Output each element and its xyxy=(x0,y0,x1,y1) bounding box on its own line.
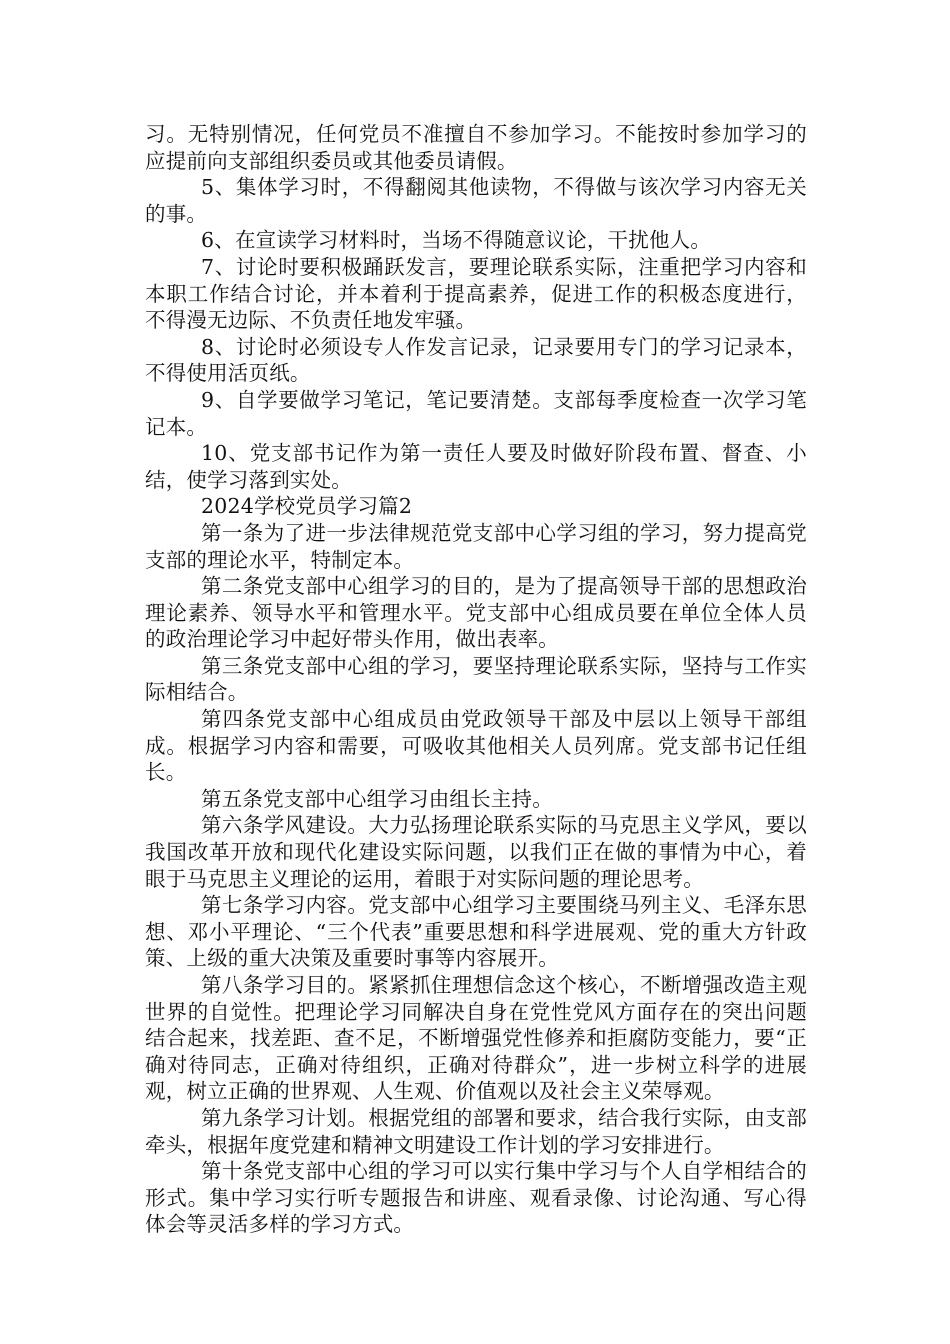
paragraph-rule-8: 8、讨论时必须设专人作发言记录，记录要用专门的学习记录本，不得使用活页纸。 xyxy=(145,334,807,386)
paragraph-article-7: 第七条学习内容。党支部中心组学习主要围绕马列主义、毛泽东思想、邓小平理论、“三个代表”重要思想和科学进展观、党的重大方针政策、上级的重大决策及重要时事等内容展开。 xyxy=(145,893,807,971)
paragraph-article-1: 第一条为了进一步法律规范党支部中心学习组的学习，努力提高党支部的理论水平，特制定本。 xyxy=(145,520,807,572)
paragraph-continued: 习。无特别情况，任何党员不准擅自不参加学习。不能按时参加学习的应提前向支部组织委员或其他委员请假。 xyxy=(145,122,807,173)
paragraph-rule-5: 5、集体学习时，不得翻阅其他读物，不得做与该次学习内容无关的事。 xyxy=(145,175,807,226)
paragraph-article-3: 第三条党支部中心组的学习，要坚持理论联系实际，坚持与工作实际相结合。 xyxy=(145,653,807,705)
paragraph-article-8: 第八条学习目的。紧紧抓住理想信念这个核心，不断增强改造主观世界的自觉性。把理论学习同解决自身在党性党风方面存在的突出问题结合起来，找差距、查不足，不断增强党性修养和拒腐防变能力，要“正确对待同志，正确对待组织，正确对待群众”，进一步树立科学的进展观，树立正确的世界观、人生观、价值观以及社会主义荣辱观。 xyxy=(145,973,807,1104)
paragraph-article-10: 第十条党支部中心组的学习可以实行集中学习与个人自学相结合的形式。集中学习实行听专题报告和讲座、观看录像、讨论沟通、写心得体会等灵活多样的学习方式。 xyxy=(145,1159,807,1237)
paragraph-article-9: 第九条学习计划。根据党组的部署和要求，结合我行实际，由支部牵头，根据年度党建和精神文明建设工作计划的学习安排进行。 xyxy=(145,1105,807,1157)
paragraph-article-6: 第六条学风建设。大力弘扬理论联系实际的马克思主义学风，要以我国改革开放和现代化建设实际问题，以我们正在做的事情为中心，着眼于马克思主义理论的运用，着眼于对实际问题的理论思考。 xyxy=(145,813,807,891)
section-heading: 2024学校党员学习篇2 xyxy=(201,494,413,519)
document-body xyxy=(145,121,807,1238)
paragraph-rule-6: 6、在宣读学习材料时，当场不得随意议论，干扰他人。 xyxy=(201,228,712,253)
paragraph-article-5: 第五条党支部中心组学习由组长主持。 xyxy=(201,786,553,811)
paragraph-rule-10: 10、党支部书记作为第一责任人要及时做好阶段布置、督查、小结，使学习落到实处。 xyxy=(145,441,807,492)
paragraph-article-4: 第四条党支部中心组成员由党政领导干部及中层以上领导干部组成。根据学习内容和需要，可吸收其他相关人员列席。党支部书记任组长。 xyxy=(145,707,807,785)
paragraph-article-2: 第二条党支部中心组学习的目的，是为了提高领导干部的思想政治理论素养、领导水平和管理水平。党支部中心组成员要在单位全体人员的政治理论学习中起好带头作用，做出表率。 xyxy=(145,574,807,652)
paragraph-rule-7: 7、讨论时要积极踊跃发言，要理论联系实际，注重把学习内容和本职工作结合讨论，并本着利于提高素养，促进工作的积极态度进行，不得漫无边际、不负责任地发牢骚。 xyxy=(145,254,807,333)
paragraph-rule-9: 9、自学要做学习笔记，笔记要清楚。支部每季度检查一次学习笔记本。 xyxy=(145,387,807,439)
